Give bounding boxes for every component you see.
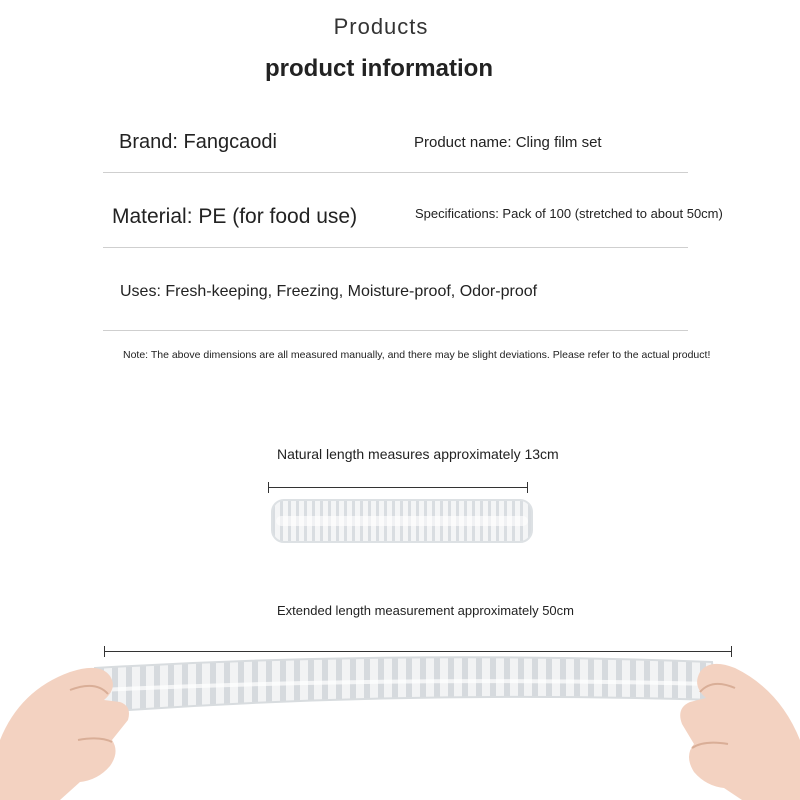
specifications-field: Specifications: Pack of 100 (stretched to about 50cm) — [415, 206, 723, 221]
left-hand-image — [0, 668, 129, 800]
disclaimer-note: Note: The above dimensions are all measured manually, and there may be slight deviations. Please refer to the actual product! — [123, 349, 711, 361]
page-title: Products — [333, 14, 429, 39]
extended-length-caption: Extended length measurement approximately 50cm — [277, 603, 574, 618]
stretched-film-image — [95, 657, 716, 712]
section-title: product information — [265, 55, 493, 82]
material-field: Material: PE (for food use) — [112, 205, 358, 228]
uses-field: Uses: Fresh-keeping, Freezing, Moisture-proof, Odor-proof — [120, 283, 538, 300]
product-name-field: Product name: Cling film set — [414, 134, 602, 151]
natural-length-caption: Natural length measures approximately 13cm — [277, 446, 559, 462]
brand-field: Brand: Fangcaodi — [119, 131, 277, 153]
right-hand-image — [680, 664, 800, 800]
natural-film-image — [272, 500, 532, 542]
